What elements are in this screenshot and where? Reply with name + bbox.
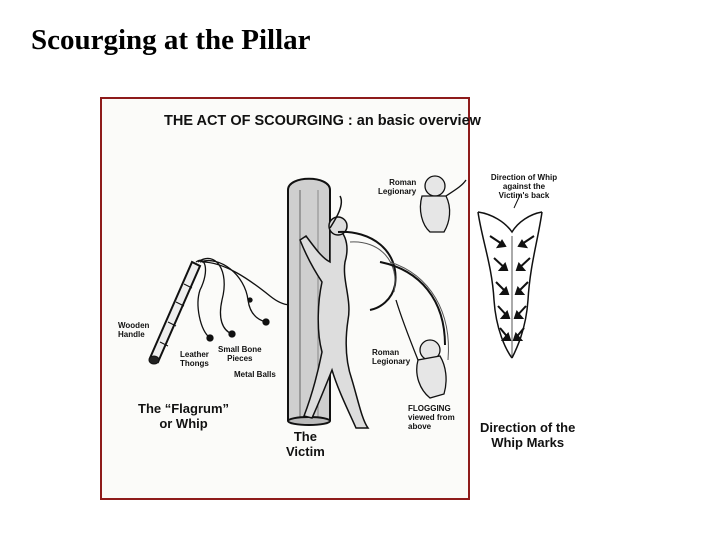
leather-thongs	[196, 258, 297, 341]
slide-title: Scourging at the Pillar	[31, 24, 311, 56]
label-roman-legionary-top: Roman Legionary	[378, 178, 417, 197]
label-small-bone-pieces: Small Bone Pieces	[218, 345, 262, 364]
figure-heading: THE ACT OF SCOURGING : an basic overview	[164, 113, 481, 129]
label-direction-of-marks: Direction of the Whip Marks	[480, 420, 576, 450]
back-torso	[478, 212, 542, 358]
label-leather-thongs: Leather Thongs	[180, 350, 209, 369]
label-flagrum: The “Flagrum” or Whip	[138, 401, 230, 431]
label-metal-balls: Metal Balls	[234, 370, 276, 379]
label-direction-of-whip: Direction of Whip against the Victim's back	[490, 173, 558, 201]
label-flogging: FLOGGING viewed from above	[408, 404, 455, 432]
label-wooden-handle: Wooden Handle	[118, 321, 150, 340]
whip-handle	[149, 262, 200, 364]
label-victim: The Victim	[286, 429, 325, 459]
label-roman-legionary-bottom: Roman Legionary	[372, 348, 411, 367]
legionary-top-figure	[420, 176, 466, 232]
